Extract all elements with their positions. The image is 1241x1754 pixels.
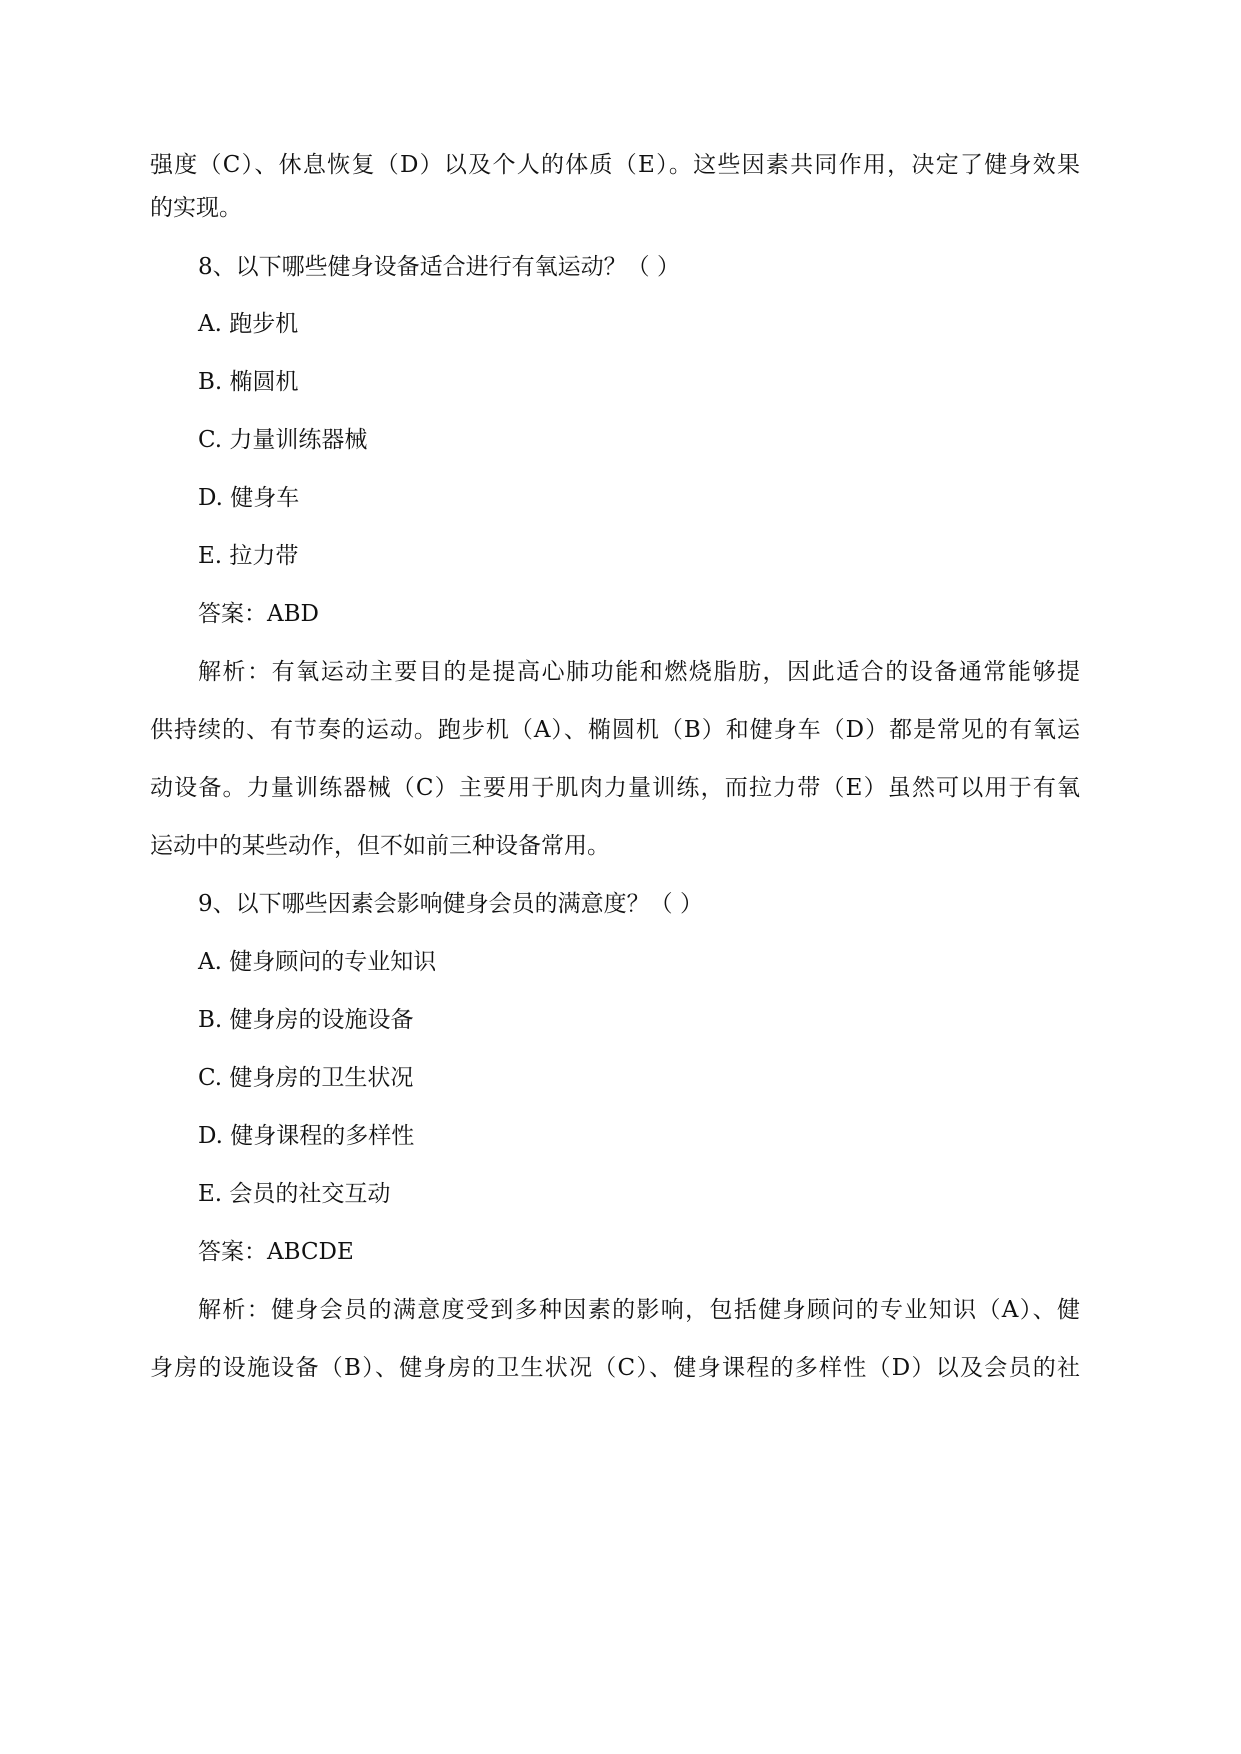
paragraph-line: 的实现。 [150,195,242,221]
question-8-option-d: D. 健身车 [198,485,300,511]
question-8-option-c: C. 力量训练器械 [198,427,368,453]
question-8-option-b: B. 椭圆机 [198,369,299,395]
paragraph-line: 强度（C）、休息恢复（D）以及个人的体质（E）。这些因素共同作用，决定了健身效果 [150,152,1080,178]
question-9-option-e: E. 会员的社交互动 [198,1181,391,1207]
question-8-analysis-line: 供持续的、有节奏的运动。跑步机（A）、椭圆机（B）和健身车（D）都是常见的有氧运 [150,717,1080,743]
question-8-title: 8、以下哪些健身设备适合进行有氧运动？（ ） [198,254,680,280]
question-9-answer: 答案：ABCDE [198,1239,354,1265]
question-9-title: 9、以下哪些因素会影响健身会员的满意度？（ ） [198,891,703,917]
question-8-analysis-line: 解析：有氧运动主要目的是提高心肺功能和燃烧脂肪，因此适合的设备通常能够提 [198,659,1080,685]
question-8-analysis-line: 动设备。力量训练器械（C）主要用于肌肉力量训练，而拉力带（E）虽然可以用于有氧 [150,775,1080,801]
question-8-option-e: E. 拉力带 [198,543,299,569]
question-9-option-c: C. 健身房的卫生状况 [198,1065,414,1091]
question-9-option-a: A. 健身顾问的专业知识 [198,949,437,975]
question-8-answer: 答案：ABD [198,601,319,627]
question-9-option-d: D. 健身课程的多样性 [198,1123,415,1149]
question-8-option-a: A. 跑步机 [198,311,299,337]
question-9-analysis-line: 解析：健身会员的满意度受到多种因素的影响，包括健身顾问的专业知识（A）、健 [198,1297,1080,1323]
question-9-analysis-line: 身房的设施设备（B）、健身房的卫生状况（C）、健身课程的多样性（D）以及会员的社 [150,1355,1080,1381]
question-8-analysis-line: 运动中的某些动作，但不如前三种设备常用。 [150,833,610,859]
question-9-option-b: B. 健身房的设施设备 [198,1007,414,1033]
